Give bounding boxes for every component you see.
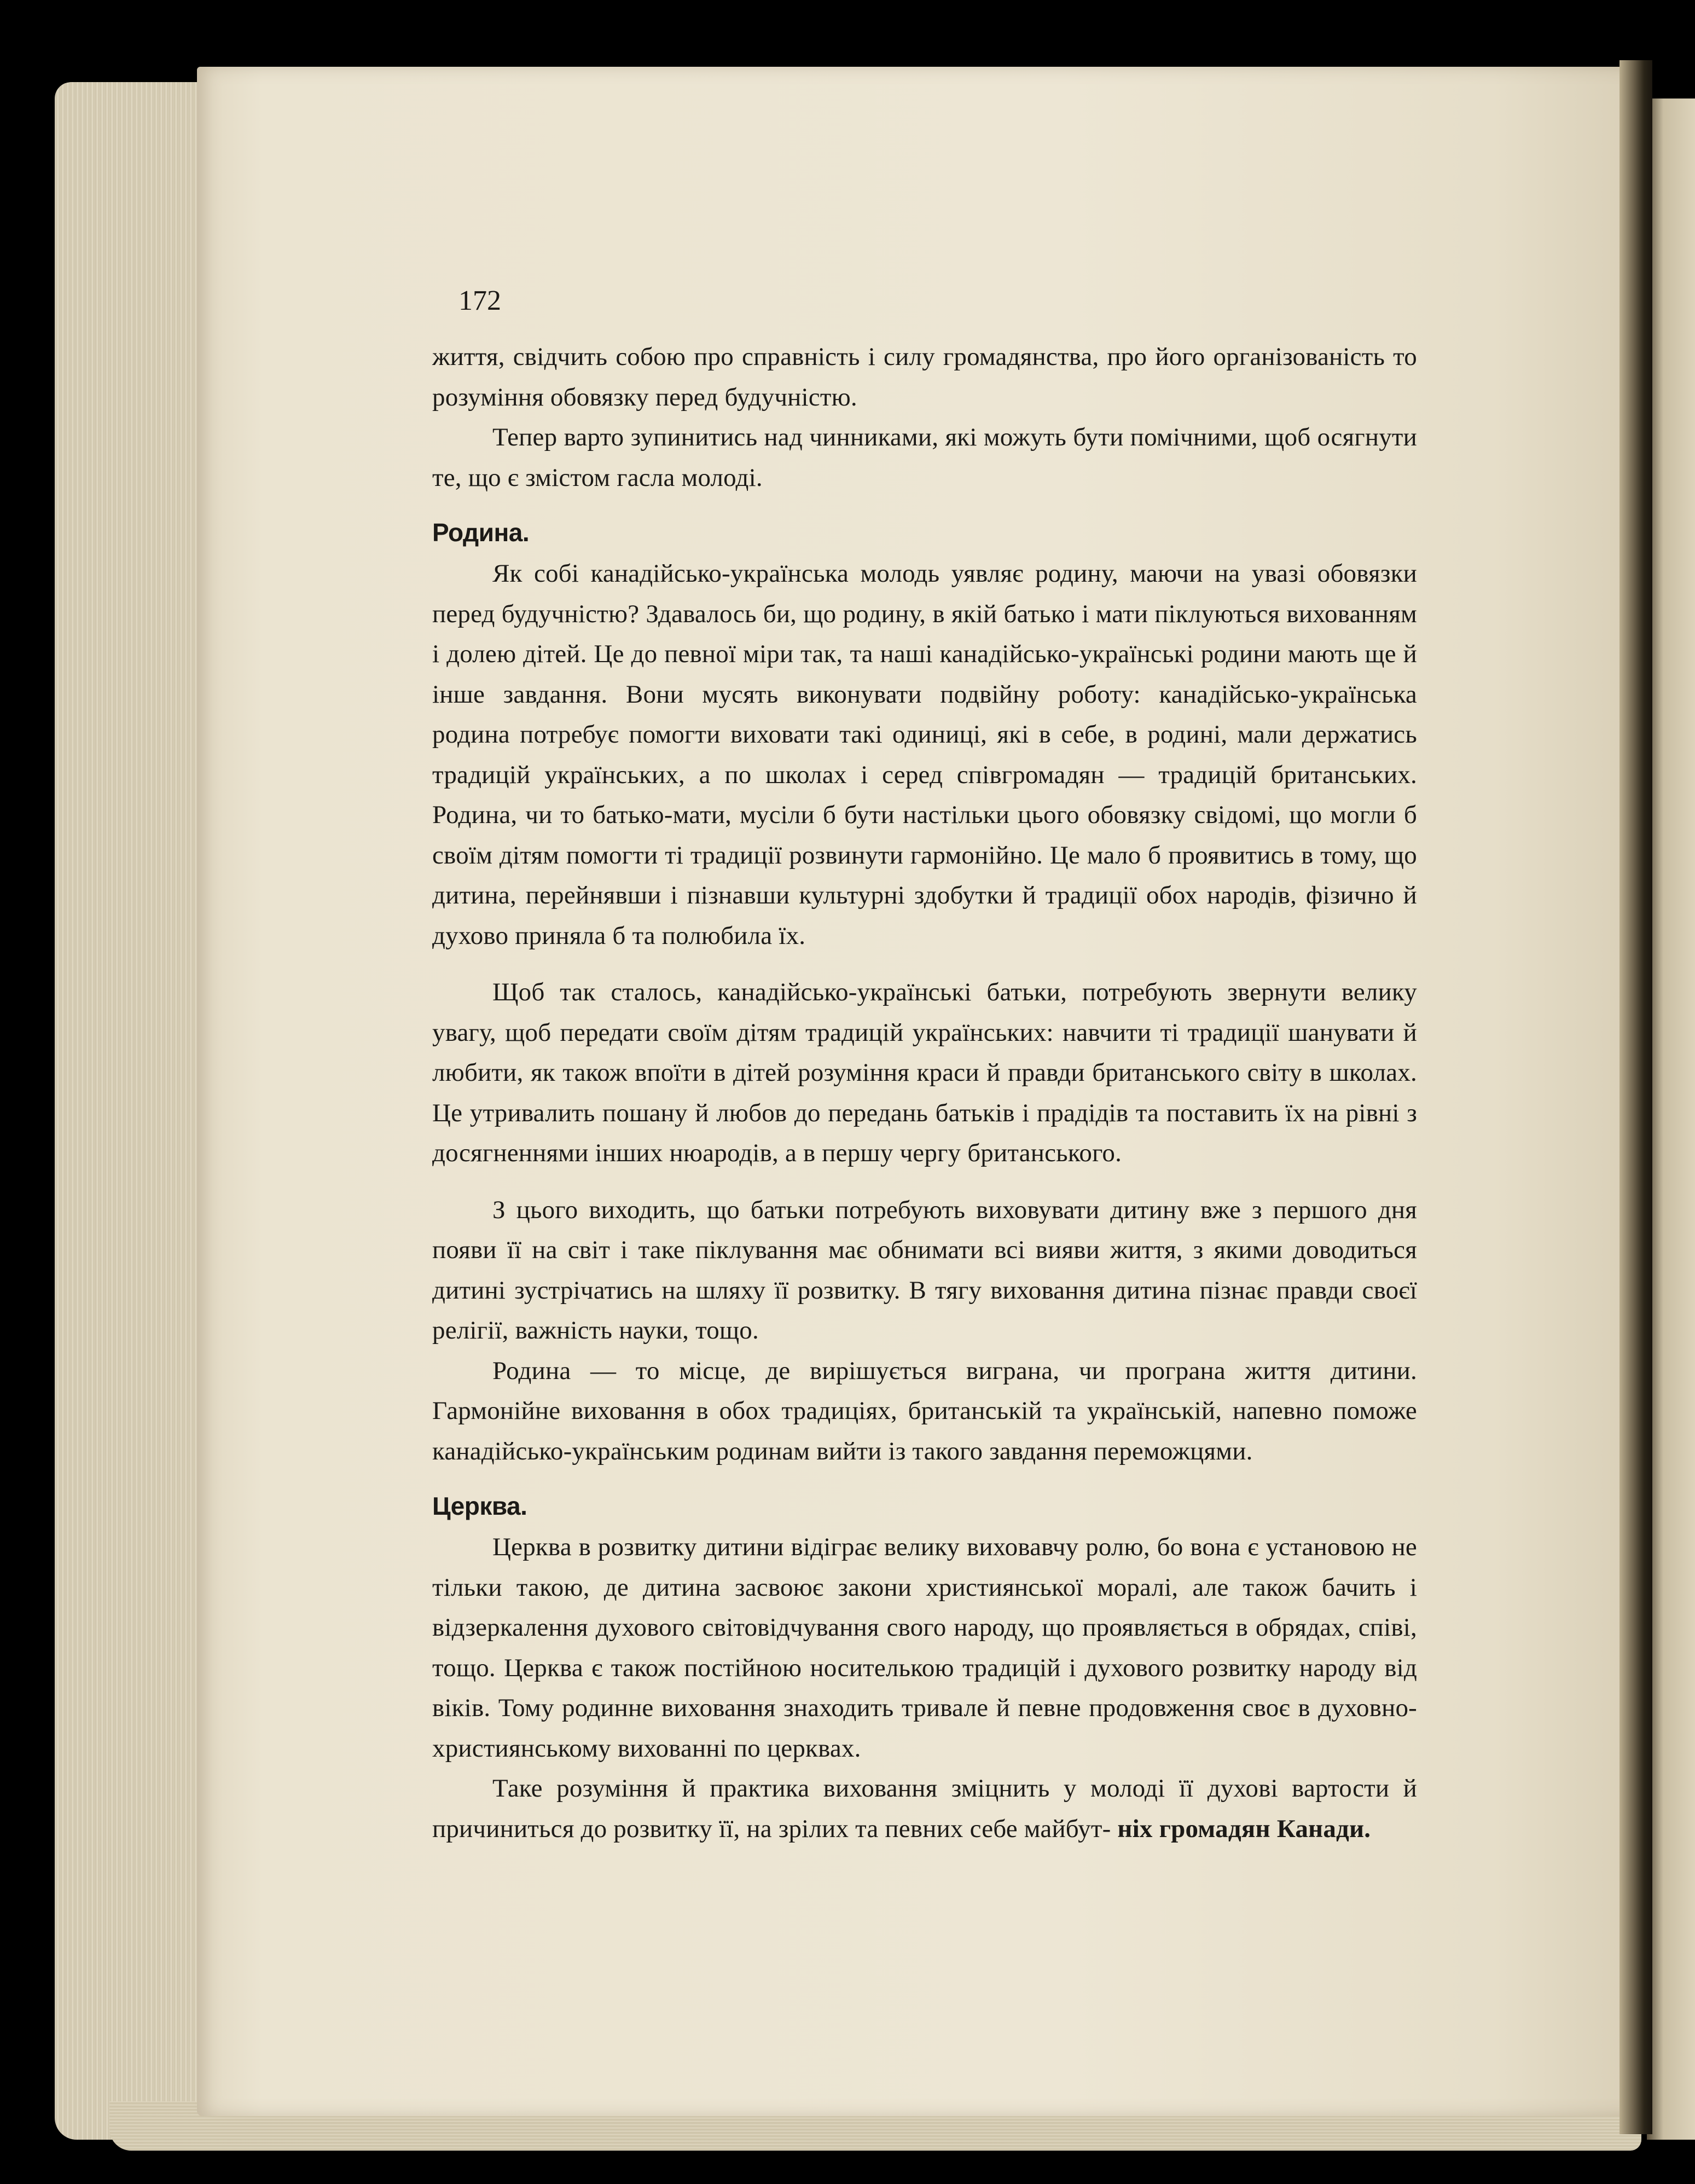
- page-body: [432, 337, 1417, 1849]
- paragraph-final-start: Таке розуміння й практика виховання зміцнить у молоді її духові вартости й причиниться до розвитку її, на зрілих та певних себе майбут-: [432, 1774, 1417, 1843]
- page-number: 172: [458, 285, 501, 316]
- paragraph: Як собі канадійсько-українська молодь уявляє родину, маючи на увазі обовязки перед будучністю? Здавалось би, що родину, в якій батько і мати піклуються вихованням і долею дітей. Це до певної міри так, та наші канадійсько-українські родини мають ще й інше завдання. Вони мусять виконувати подвійну роботу: канадійсько-українська родина потребує помогти виховати такі одиниці, які в себе, в родині, мали держатись традицій українських, а по школах і серед співгромадян — традицій британських. Родина, чи то батько-мати, мусіли б бути настільки цього обовязку свідомі, що могли б своїм дітям помогти ті традиції розвинути гармонійно. Це мало б проявитись в тому, що дитина, перейнявши і пізнавши культурні здобутки й традиції обох народів, фізично й духово приняла б та полюбила їх.: [432, 559, 1417, 950]
- paragraph: Родина — то місце, де вирішується вигрaна, чи програна життя дитини. Гармонійне виховання в обох традиціях, британській та українській, напевно поможе канадійсько-українським родинам вийти із такого завдання переможцями.: [432, 1356, 1417, 1465]
- facing-page-edge: [1647, 99, 1695, 2140]
- section-heading-tserkva: Церква.: [432, 1492, 527, 1520]
- paragraph: Щоб так сталось, канадійсько-українські батьки, потребують звернути велику увагу, щоб передати своїм дітям традицій українських: навчити ті традиції шанувати й любити, як також впоїти в дітей розуміння краси й правди британського світу в школах. Це утривалить пошану й любов до передань батьків і прадідів та поставить їх на рівні з досягненнями інших нюародів, а в першу чергу британського.: [432, 978, 1417, 1167]
- paragraph: Церква в розвитку дитини відіграє велику виховавчу ролю, бо вона є установою не тільки такою, де дитина засвоює закони християнської моралі, але також бачить і відзеркалення духового світовідчування свого народу, що проявляється в обрядах, співі, тощо. Церква є також постійною носителькою традицій і духового розвитку народу від віків. Тому родинне виховання знаходить тривале й певне продовження своє в духовно-християнському вихованні по церквах.: [432, 1533, 1417, 1763]
- book-gutter: [1619, 60, 1652, 2134]
- paragraph: життя, свідчить собою про справність і силу громадянства, про його організованість то розуміння обовязку перед будучністю.: [432, 343, 1417, 412]
- paragraph: З цього виходить, що батьки потребують виховувати дитину вже з першого дня появи її на світ і таке піклування має обнимати всі вияви життя, з якими доводиться дитині зустрічатись на шляху її розвитку. В тягу виховання дитина пізнає правди своєї релігії, важність науки, тощо.: [432, 1195, 1417, 1345]
- section-heading-rodyna: Родина.: [432, 518, 530, 547]
- paragraph: Тепер варто зупинитись над чинниками, які можуть бути помічними, щоб осягнути те, що є змістом гасла молоді.: [432, 423, 1417, 492]
- paragraph-final-end: ніх громадян Канади.: [1117, 1814, 1371, 1843]
- book-page-edges: [55, 82, 202, 2140]
- paragraph-final: [432, 1769, 1417, 1849]
